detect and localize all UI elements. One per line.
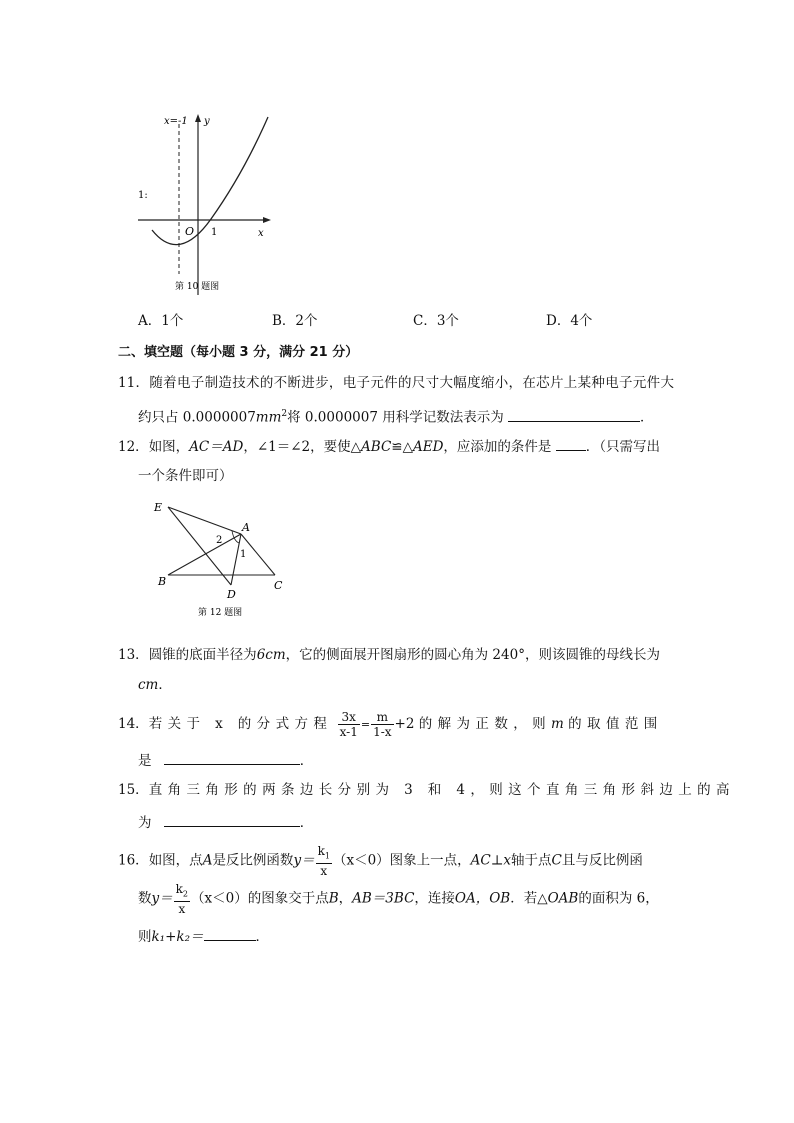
- label-angle-2: 2: [216, 535, 223, 546]
- label-C: C: [274, 579, 283, 592]
- q14-fraction-1: $\frac{3x}{x-1}$: [339, 710, 358, 739]
- q16-fraction-k1: $\frac{k_1}{x}$: [317, 844, 330, 879]
- q14-line2: 是 ．: [138, 750, 313, 771]
- label-E: E: [154, 501, 163, 514]
- option-b: B．2个: [272, 313, 318, 329]
- segment-AB: [168, 534, 241, 575]
- q12-answer-blank[interactable]: [556, 436, 586, 451]
- q14-answer-blank[interactable]: [164, 750, 300, 765]
- y-axis-arrow: [195, 114, 201, 122]
- q16-line1: 16．如图，点A是反比例函数y＝ $\frac{k_1}{x}$ （x＜0）图象上一点，AC⊥x轴于点C且与反比例函: [118, 844, 643, 879]
- option-d: D．4个: [546, 313, 593, 329]
- q13-line2: cm．: [138, 677, 172, 693]
- parabola-curve: [152, 117, 268, 245]
- origin-label: O: [185, 225, 195, 238]
- option-c: C．3个: [413, 313, 459, 329]
- figure-10-caption: 第 10 题图: [175, 282, 220, 292]
- q15-answer-blank[interactable]: [164, 812, 300, 827]
- q16-answer-blank[interactable]: [204, 926, 256, 941]
- x-label: x: [258, 228, 264, 239]
- one-label: 1: [211, 227, 218, 238]
- label-B: B: [158, 575, 167, 588]
- y-label: y: [204, 116, 210, 127]
- section-2-title: 二、填空题（每小题 3 分，满分 21 分）: [118, 345, 359, 360]
- q16-line2: 数y＝ $\frac{k_2}{x}$ （x＜0）的图象交于点B，AB＝3BC，连接OA，OB．若△OAB的面积为 6，: [138, 882, 659, 917]
- x-neg1-label: x=-1: [164, 116, 188, 127]
- figure-12-triangles: [148, 497, 290, 619]
- label-D: D: [227, 588, 236, 601]
- q11-answer-blank[interactable]: [508, 407, 640, 422]
- figure-12-caption: 第 12 题图: [198, 608, 243, 618]
- q11-line2: 约只占 $0.0000007mm^2$将 0.0000007 用科学记数法表示为 ．: [138, 404, 654, 428]
- q16-fraction-k2: $\frac{k_2}{x}$: [175, 882, 189, 917]
- figure-10-parabola: [138, 112, 273, 297]
- q14-fraction-2: $\frac{m}{1-x}$: [373, 710, 392, 739]
- q11-line1: 11．随着电子制造技术的不断进步，电子元件的尺寸大幅度缩小，在芯片上某种电子元件大: [118, 375, 674, 391]
- q15-line2: 为 ．: [138, 812, 313, 833]
- q12-line2: 一个条件即可）: [138, 468, 233, 484]
- q12-line1: 12．如图，AC＝AD，∠1＝∠2，要使△ABC≌△AED，应添加的条件是 ．（只需写出: [118, 436, 660, 457]
- side-label: 1:: [138, 190, 148, 201]
- label-A: A: [242, 521, 250, 534]
- option-a: A．1个: [138, 313, 184, 329]
- q15-line1: 15．直角三角形的两条边长分别为 3 和 4，则这个直角三角形斜边上的高: [118, 782, 735, 798]
- q16-line3: 则k₁+k₂＝ ．: [138, 926, 269, 947]
- q14-line1: 14．若关于 x 的分式方程 $\frac{3x}{x-1}$ = $\frac{m}{1-x}$ +2 的解为正数，则m 的取值范围: [118, 710, 663, 739]
- x-axis-arrow: [263, 217, 271, 223]
- label-angle-1: 1: [240, 549, 247, 560]
- q13-line1: 13．圆锥的底面半径为6cm，它的侧面展开图扇形的圆心角为 240°，则该圆锥的母线长为: [118, 647, 660, 663]
